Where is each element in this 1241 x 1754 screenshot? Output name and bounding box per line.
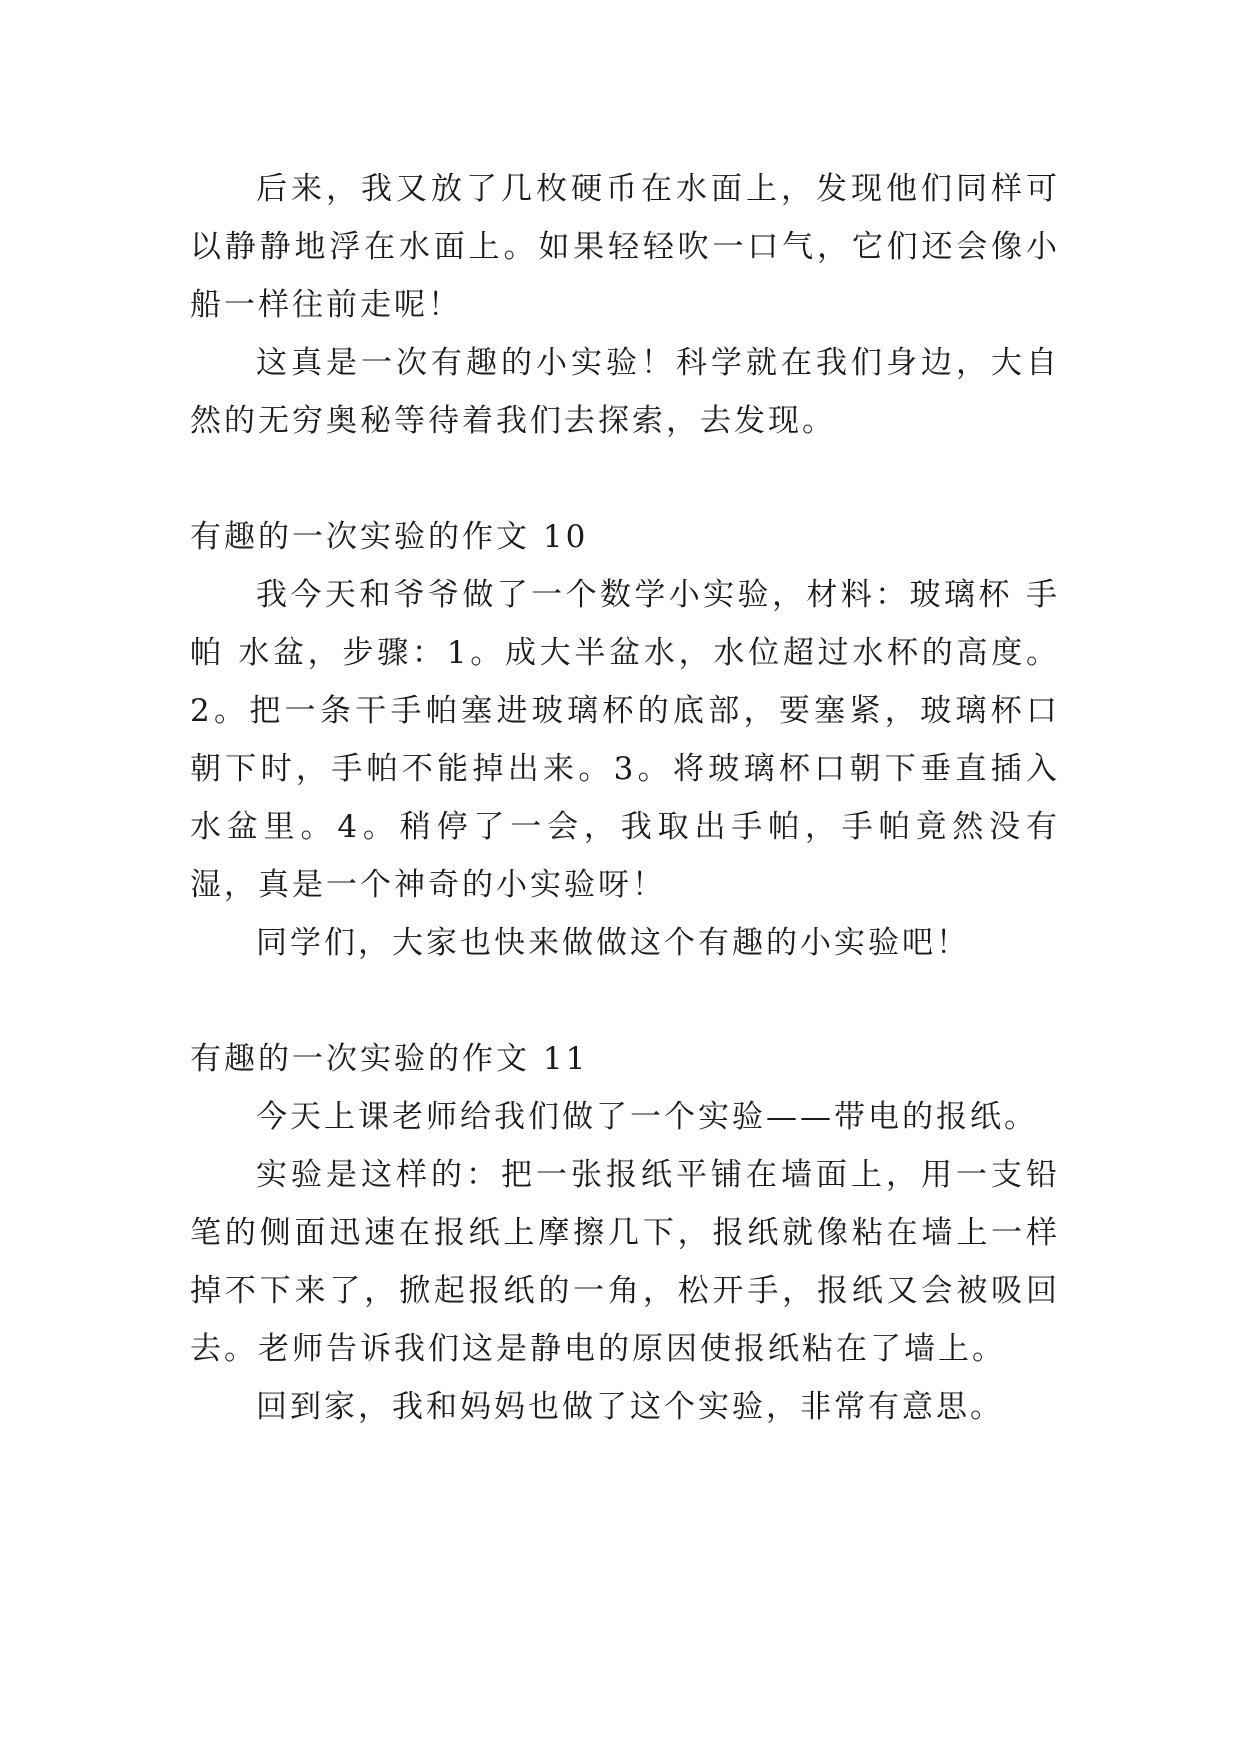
section-spacer — [190, 972, 1060, 1030]
intro-section — [190, 160, 1060, 450]
paragraph: 这真是一次有趣的小实验！科学就在我们身边，大自然的无穷奥秘等待着我们去探索，去发现。 — [190, 345, 1060, 439]
essay-10-section — [190, 508, 1060, 972]
essay-title: 有趣的一次实验的作文 10 — [190, 519, 589, 555]
paragraph: 回到家，我和妈妈也做了这个实验，非常有意思。 — [256, 1389, 1004, 1425]
paragraph: 实验是这样的：把一张报纸平铺在墙面上，用一支铅笔的侧面迅速在报纸上摩擦几下，报纸就像粘在墙上一样掉不下来了，掀起报纸的一角，松开手，报纸又会被吸回去。老师告诉我们这是静电的原因使报纸粘在了墙上。 — [190, 1157, 1060, 1367]
document-body — [190, 160, 1060, 1436]
section-spacer — [190, 450, 1060, 508]
paragraph: 同学们，大家也快来做做这个有趣的小实验吧！ — [256, 925, 970, 961]
paragraph: 我今天和爷爷做了一个数学小实验，材料：玻璃杯 手帕 水盆，步骤：1。成大半盆水，水位超过水杯的高度。2。把一条干手帕塞进玻璃杯的底部，要塞紧，玻璃杯口朝下时，手帕不能掉出来。3。将玻璃杯口朝下垂直插入水盆里。4。稍停了一会，我取出手帕，手帕竟然没有湿，真是一个神奇的小实验呀！ — [190, 577, 1060, 903]
paragraph: 今天上课老师给我们做了一个实验——带电的报纸。 — [256, 1099, 1038, 1135]
essay-11-section — [190, 1030, 1060, 1436]
paragraph: 后来，我又放了几枚硬币在水面上，发现他们同样可以静静地浮在水面上。如果轻轻吹一口气，它们还会像小船一样往前走呢！ — [190, 171, 1060, 323]
essay-title: 有趣的一次实验的作文 11 — [190, 1041, 589, 1077]
